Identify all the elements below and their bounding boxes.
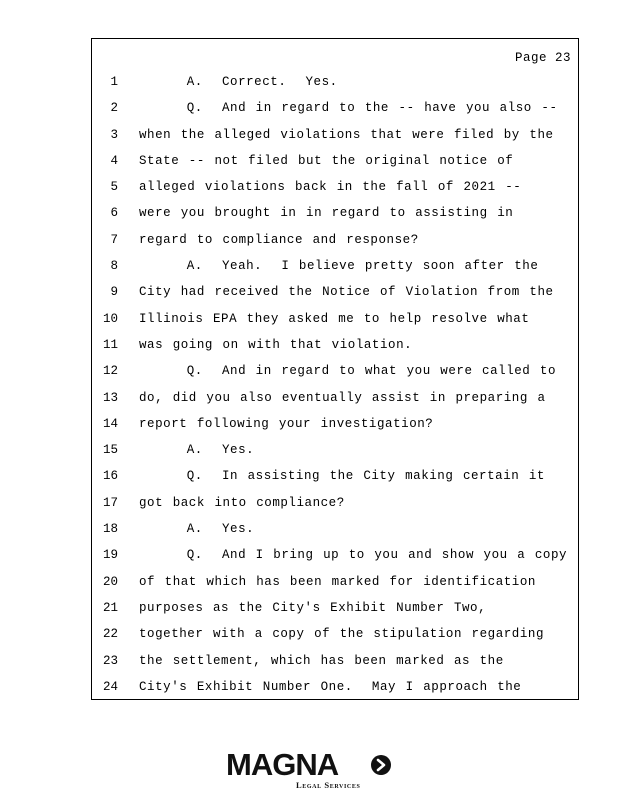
page-number: Page 23: [514, 51, 571, 65]
transcript-line: [92, 306, 578, 332]
transcript-line: [92, 490, 578, 516]
arrow-right-circle-icon: [371, 755, 391, 775]
line-number: 1: [110, 75, 118, 89]
line-number: 2: [110, 101, 118, 116]
line-number: 8: [110, 259, 118, 274]
line-text: were you brought in in regard to assisting in: [139, 206, 514, 221]
transcript-line: [92, 332, 578, 358]
line-text: regard to compliance and response?: [139, 232, 419, 247]
line-number: 23: [102, 653, 118, 668]
line-text: Q. And in regard to the -- have you also --: [139, 101, 558, 116]
line-number: 22: [102, 627, 118, 642]
line-number: 17: [102, 495, 118, 510]
line-text: was going on with that violation.: [139, 337, 413, 352]
line-text: the settlement, which has been marked as the: [139, 653, 504, 668]
logo-subtitle: Legal Services: [296, 780, 361, 790]
line-number: 7: [110, 232, 118, 247]
transcript-line: [92, 122, 578, 148]
line-text: A. Yeah. I believe pretty soon after the: [139, 259, 539, 274]
transcript-page: [91, 38, 579, 700]
line-number: 12: [102, 364, 118, 379]
line-text: when the alleged violations that were filed by the: [139, 127, 554, 142]
company-logo: [226, 748, 396, 792]
line-number: 14: [102, 416, 118, 431]
logo-brand-text: MAGNA: [226, 747, 339, 782]
line-text: City had received the Notice of Violation from the: [139, 285, 554, 300]
transcript-line: [92, 569, 578, 595]
line-number: 9: [110, 285, 118, 300]
transcript-line: [92, 148, 578, 174]
line-number: 15: [102, 443, 118, 458]
line-number: 6: [110, 206, 118, 221]
line-text: got back into compliance?: [139, 495, 345, 510]
transcript-line: [92, 595, 578, 621]
transcript-line: [92, 95, 578, 121]
line-number: 16: [102, 469, 118, 484]
transcript-line: [92, 542, 578, 568]
line-number: 13: [102, 390, 118, 405]
line-text: together with a copy of the stipulation regarding: [139, 627, 545, 642]
transcript-line: [92, 674, 578, 700]
line-text: A. Yes.: [139, 443, 255, 458]
line-number: 21: [102, 600, 118, 615]
line-number: 10: [102, 311, 118, 326]
line-number: 4: [110, 153, 118, 168]
transcript-line: [92, 437, 578, 463]
transcript-line: [92, 253, 578, 279]
transcript-line: [92, 200, 578, 226]
transcript-lines: [92, 69, 578, 700]
line-text: report following your investigation?: [139, 416, 434, 431]
line-number: 11: [102, 337, 118, 352]
line-number: 18: [102, 522, 118, 537]
transcript-line: [92, 411, 578, 437]
transcript-line: [92, 385, 578, 411]
line-text: purposes as the City's Exhibit Number Two,: [139, 600, 487, 615]
transcript-line: [92, 621, 578, 647]
line-number: 20: [102, 574, 118, 589]
line-number: 24: [102, 679, 118, 694]
line-text: Q. In assisting the City making certain it: [139, 469, 545, 484]
line-number: 3: [110, 127, 118, 142]
line-text: of that which has been marked for identification: [139, 574, 536, 589]
transcript-line: [92, 516, 578, 542]
transcript-line: [92, 358, 578, 384]
line-text: Illinois EPA they asked me to help resolve what: [139, 311, 530, 326]
transcript-line: [92, 648, 578, 674]
line-text: A. Correct. Yes.: [139, 75, 338, 89]
line-text: State -- not filed but the original notice of: [139, 153, 514, 168]
line-text: A. Yes.: [139, 522, 255, 537]
transcript-line: [92, 279, 578, 305]
line-text: Q. And I bring up to you and show you a copy: [139, 548, 568, 563]
transcript-line: [92, 463, 578, 489]
transcript-line: [92, 227, 578, 253]
transcript-line: [92, 174, 578, 200]
transcript-line: [92, 69, 578, 95]
line-text: do, did you also eventually assist in preparing a: [139, 390, 546, 405]
line-text: Q. And in regard to what you were called to: [139, 364, 557, 379]
line-text: alleged violations back in the fall of 2021 --: [139, 180, 522, 195]
line-number: 5: [110, 180, 118, 195]
line-text: City's Exhibit Number One. May I approach the: [139, 679, 522, 694]
line-number: 19: [102, 548, 118, 563]
